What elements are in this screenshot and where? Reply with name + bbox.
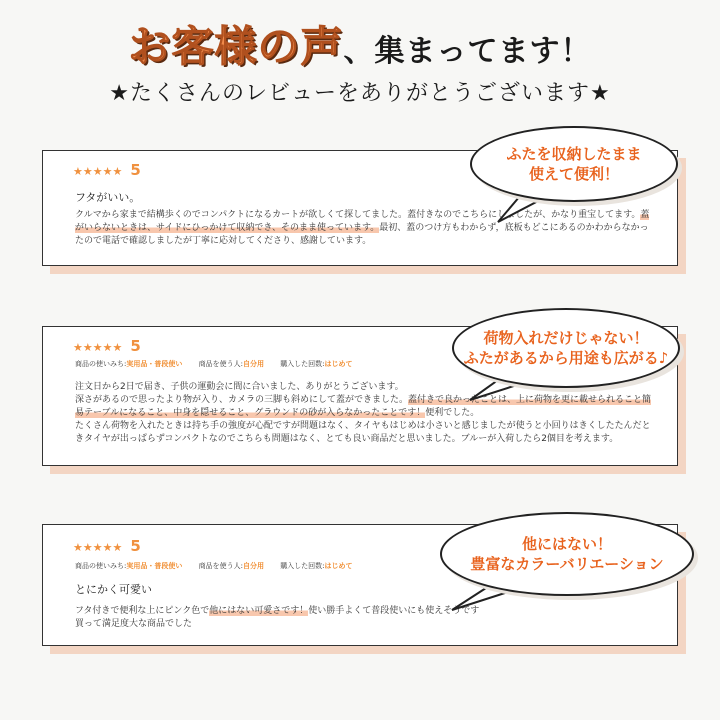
meta-value: はじめて: [324, 562, 353, 570]
review-text: 使い勝手よくて普段使いにも使えそうです 買って満足度大な商品でした: [75, 606, 480, 629]
review-text: フタ付きで便利な上にピンク色で: [75, 606, 210, 616]
review-text: 便利でした。 たくさん荷物を入れたときは持ち手の強度が心配ですが問題はなく、タイヤもはじめは小さいと感じましたが使うと小回りはきくしたたんだときタイヤが出っぱらずコンパクトなのでこちらも問題はなく、とても良い商品だと思いました。ブルーが入荷したら2個目を考えます。: [75, 408, 651, 444]
star-icons: ★★★★★: [73, 165, 123, 178]
review-highlight: 他にはない可愛さです！: [209, 606, 309, 616]
star-icons: ★★★★★: [73, 341, 123, 354]
rating-score: 5: [130, 161, 141, 179]
meta-value: はじめて: [324, 360, 353, 368]
star-icons: ★★★★★: [73, 541, 123, 554]
meta-value: 自分用: [242, 360, 264, 368]
subheadline: ★たくさんのレビューをありがとうございます★: [109, 81, 611, 106]
headline-rest: 、集まってます！: [343, 34, 592, 69]
headline-accent: お客様の声: [128, 22, 344, 71]
meta-label: 商品を使う人:: [198, 562, 243, 570]
review-text: 最初、蓋のつけ方もわからず，底板もどこにあるのかわからなかったので電話で確認しましたが丁寧に応対してくださり、感謝しています。: [75, 223, 649, 246]
review-highlight: 蓋付きで良かったことは、上に荷物を更に載せられること簡易テーブルになること、中身を隠せること、グラウンドの砂が入らなかったことです！: [75, 395, 652, 418]
callout-bubble-3: [440, 512, 694, 596]
callout-text: ふたを収納したまま: [506, 145, 642, 163]
review-highlight: 蓋がいらないときは、サイドにひっかけて収納でき、そのまま使っています。: [75, 210, 650, 233]
callout-text: 荷物入れだけじゃない！: [483, 329, 649, 347]
meta-value: 実用品・普段使い: [126, 360, 183, 368]
review-title: とにかく可愛い: [75, 583, 152, 596]
meta-label: 商品の使いみち:: [75, 360, 127, 368]
meta-label: 商品を使う人:: [198, 360, 243, 368]
rating-score: 5: [130, 337, 141, 355]
review-text: 注文日から2日で届き、子供の運動会に間に合いました、ありがとうございます。 深さがあるので思ったより物が入り、カメラの三脚も斜めにして蓋ができました。: [75, 382, 409, 405]
rating-score: 5: [130, 537, 141, 555]
meta-value: 実用品・普段使い: [126, 562, 183, 570]
bubble-tail-1: [498, 196, 540, 222]
callout-text: 豊富なカラーバリエーション: [470, 555, 664, 573]
meta-value: 自分用: [242, 562, 264, 570]
meta-label: 商品の使いみち:: [75, 562, 127, 570]
meta-label: 購入した回数:: [280, 562, 325, 570]
review-text: クルマから家まで結構歩くのでコンパクトになるカートが欲しくて探してました。蓋付きなのでこちらにしましたが、かなり重宝してます。: [75, 210, 641, 220]
meta-label: 購入した回数:: [280, 360, 325, 368]
callout-bubble-2: [452, 308, 680, 388]
callout-text: 他にはない！: [521, 535, 612, 553]
bubble-tail-3: [452, 588, 508, 610]
callout-text: ふたがあるから用途も広がる♪: [463, 349, 669, 367]
callout-bubble-1: [470, 126, 678, 202]
review-title: フタがいい。: [75, 191, 141, 204]
callout-text: 使えて便利！: [528, 165, 619, 183]
